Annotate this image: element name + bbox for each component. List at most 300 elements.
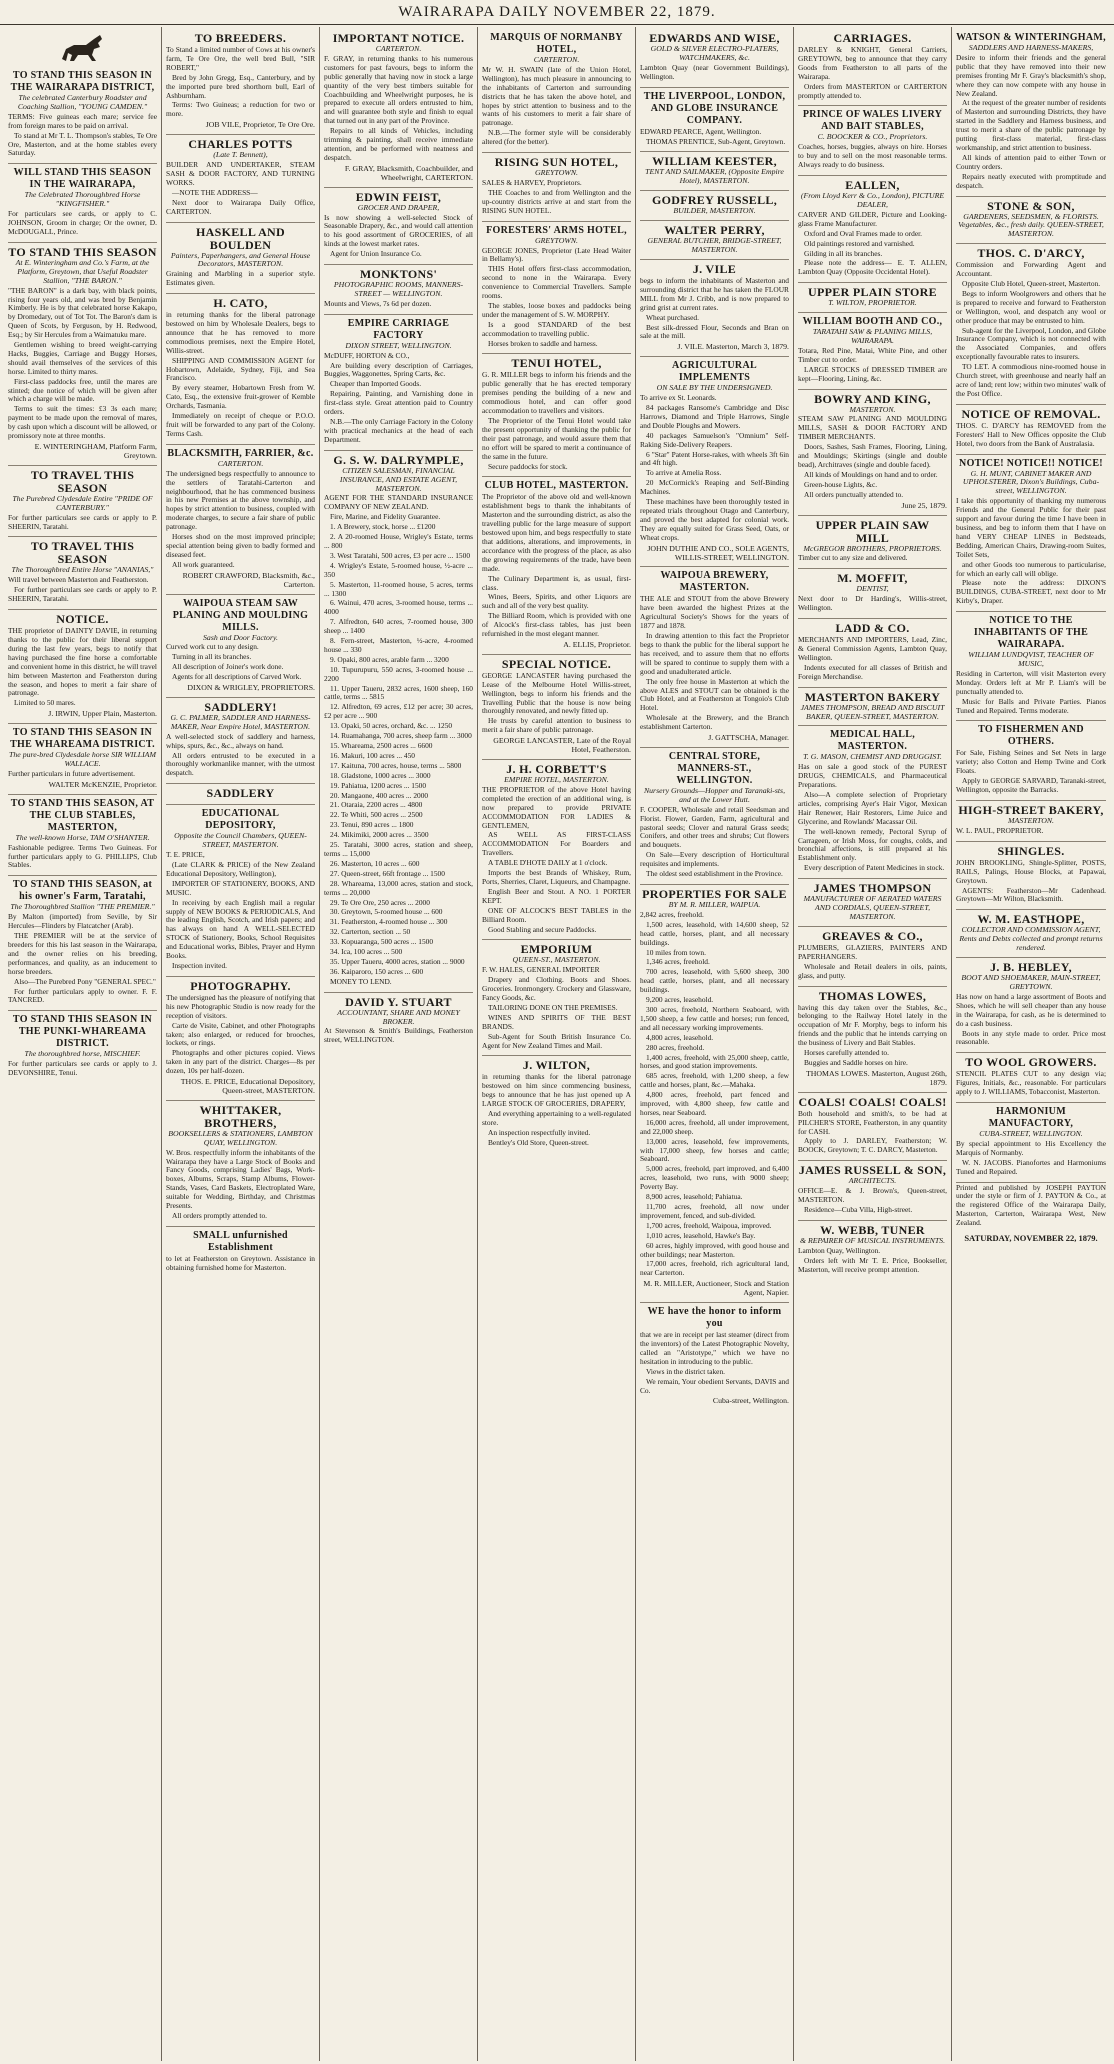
ad-paragraph: An inspection respectfully invited. (488, 1127, 591, 1137)
ad-paragraph: TO LET. A commodious nine-roomed house in Church street, with greenhouse and nearly half an acre of land; rent low; within two minutes' walk of the Post Office. (956, 362, 1106, 398)
ad-paragraph: THE ALE and STOUT from the above Brewery have been awarded the highest Prizes at the Agricultural Society's Shows for the years of 1877 and 1878. (640, 594, 789, 631)
ad-subheading: Sash and Door Factory. (203, 632, 278, 642)
ad-paragraph: 4. Wrigley's Estate, 5-roomed house, ½-acre ... 350 (324, 560, 473, 579)
ad-heading: EMPIRE CARRIAGE FACTORY (347, 317, 450, 341)
ad-heading: CLUB HOTEL, MASTERTON. (484, 480, 629, 492)
ad-heading: WAIPOUA BREWERY, MASTERTON. (660, 570, 769, 594)
ad-paragraph: 10 miles from town. (646, 947, 706, 957)
column-4 (478, 27, 636, 2061)
advertisement (482, 655, 631, 760)
ad-paragraph: To Stand a limited number of Cows at his owner's farm, Te Ore Ore, the well bred Bull, "SIR ROBERT," (166, 45, 315, 72)
ad-signature: DIXON & WRIGLEY, PROPRIETORS. (187, 683, 315, 693)
ad-paragraph: TAILORING DONE ON THE PREMISES. (488, 1002, 618, 1012)
ad-paragraph: Repairs to all kinds of Vehicles, including trimming & painting, shall receive immediate attention, and be performed with neatness and despatch. (324, 126, 473, 162)
ad-signature: F. GRAY, Blacksmith, Coachbuilder, and Wheelwright, CARTERTON. (344, 163, 473, 182)
ad-paragraph: 16. Makuri, 100 acres ... 450 (330, 750, 415, 760)
ad-paragraph: 1,010 acres, leasehold, Hawke's Bay. (646, 1230, 756, 1240)
ad-paragraph: 12. Alfredton, 69 acres, £12 per acre; 30 acres, £2 per acre ... 900 (324, 702, 473, 721)
advertisement (8, 610, 157, 724)
advertisement (8, 67, 157, 164)
ad-paragraph: GEORGE JONES, Proprietor (Late Head Waiter in Bellamy's). (482, 245, 631, 264)
ad-paragraph: Boots in any style made to order. Price most reasonable. (956, 1028, 1106, 1047)
ad-paragraph: Limited to 50 mares. (14, 698, 76, 708)
ad-subheading: The well-known Horse, TAM O'SHANTER. (15, 832, 150, 842)
ad-subheading: MASTERTON. (1008, 816, 1054, 825)
ad-paragraph: 2. A 20-roomed House, Wrigley's Estate, terms ... 800 (324, 532, 473, 550)
advertisement (798, 516, 947, 570)
ad-paragraph: Drapery and Clothing. Boots and Shoes. Groceries. Ironmongery. Crockery and Glassware, Fancy Goods, &c. (482, 975, 631, 1003)
ad-paragraph: 60 acres, highly improved, with good house and other buildings; near Masterton. (640, 1240, 789, 1259)
ad-heading: TENUI HOTEL, (511, 356, 602, 371)
ad-paragraph: EDWARD PEARCE, Agent, Wellington. (640, 126, 762, 136)
ad-paragraph: 11. Upper Taueru, 2832 acres, 1600 sheep, 160 cattle, terms ... 5815 (324, 683, 473, 702)
ad-heading: NOTICE. (56, 612, 109, 627)
ad-paragraph: CARVER AND GILDER, Picture and Looking-glass Frame Manufacturer. (798, 209, 947, 228)
ad-paragraph: Every description of Patent Medicines in stock. (804, 863, 945, 873)
ad-subheading: (Late T. Bennett), (213, 150, 268, 160)
ad-paragraph: DARLEY & KNIGHT, General Carriers, GREYTOWN, beg to announce that they carry Goods from Featherston to all parts of the Wairarapa. (798, 45, 947, 81)
ad-heading: WALTER PERRY, (664, 223, 765, 238)
advertisement (956, 958, 1106, 1053)
advertisement (8, 724, 157, 795)
issue-date: SATURDAY, NOVEMBER 22, 1879. (964, 1233, 1098, 1244)
ad-paragraph: THIS Hotel offers first-class accommodation, second to none in the Wairarapa. Every convenience to Commercial Travellers. Sample rooms. (482, 264, 631, 301)
ad-heading: EMPORIUM (520, 942, 593, 957)
ad-paragraph: Bentley's Old Store, Queen-street. (488, 1137, 589, 1147)
ad-paragraph: English Beer and Stout. A NO. 1 PORTER KEPT. (482, 886, 631, 905)
ad-paragraph: Cheaper than Imported Goods. (330, 379, 422, 389)
ad-paragraph: We remain, Your obedient Servants, DAVIS and Co. (640, 1376, 789, 1395)
ad-paragraph: 700 acres, leasehold, with 5,600 sheep, 300 head cattle, horses, plant, and all necessary buildings. (640, 967, 789, 995)
advertisement (798, 927, 947, 987)
ad-subheading: DIXON STREET, WELLINGTON. (345, 340, 452, 350)
ad-paragraph: Will travel between Masterton and Featherston. (8, 575, 149, 585)
ad-heading: JAMES THOMPSON (813, 881, 932, 896)
advertisement (8, 876, 157, 1011)
ad-heading: TO STAND THIS SEASON (8, 244, 157, 259)
ad-paragraph: All description of Joiner's work done. (172, 662, 284, 672)
ad-paragraph: 84 packages Ransome's Cambridge and Disc Harrows, Diamond and Triple Harrows, Single and Double Ploughs and Mowers. (640, 403, 789, 430)
ad-paragraph: 6 "Star" Patent Horse-rakes, with wheels 3ft 6in and 4ft high. (640, 449, 789, 468)
ad-paragraph: W. Bros. respectfully inform the inhabitants of the Wairarapa they have a Large Stock of Books and Fancy Goods, comprising Ladies' Bags, Work-boxes, Albums, Scraps, Stamp Albums, Flower-Stands, Vases, Card Baskets, Electroplated Ware, suitable for Wedding, Birthday, and Christmas Presents. (166, 1147, 315, 1211)
advertisement (798, 29, 947, 106)
ad-paragraph: Imports the best Brands of Whiskey, Rum, Ports, Sherries, Claret, Liqueurs, and Champagne. (482, 868, 631, 886)
ad-paragraph: AGENTS: Featherston—Mr Cadenhead. Greytown—Mr Wilton, Blacksmith. (956, 885, 1106, 904)
ad-paragraph: Indents executed for all classes of British and Foreign Merchandise. (798, 662, 947, 681)
ad-paragraph: 26. Masterton, 10 acres ... 600 (330, 858, 420, 868)
ad-paragraph: Curved work cut to any design. (166, 642, 259, 652)
ad-heading: TO TRAVEL THIS SEASON (30, 539, 135, 567)
ad-paragraph: Views in the district taken. (646, 1366, 725, 1376)
advertisement (956, 197, 1106, 245)
advertisement (8, 466, 157, 538)
advertisement (324, 265, 473, 315)
ad-paragraph: Sub-Agent for South British Insurance Co. Agent for New Zealand Times and Mail. (482, 1031, 631, 1050)
ad-heading: EDWARDS AND WISE, (649, 31, 780, 45)
ad-subheading: GREYTOWN. (535, 235, 578, 245)
advertisement (640, 1303, 789, 1410)
ad-paragraph: N.B.—The former style will be considerably altered (for the better). (482, 128, 631, 147)
ad-heading: SHINGLES. (997, 843, 1065, 858)
ad-signature: J. VILE. Masterton, March 3, 1879. (677, 342, 789, 352)
ad-heading: J. WILTON, (522, 1058, 591, 1073)
ad-paragraph: 685 acres, freehold, with 1,200 sheep, a few cattle and horses, plant, &c.—Mahaka. (640, 1071, 789, 1090)
ad-paragraph: ONE OF ALCOCK'S BEST TABLES in the Billiard Room. (482, 905, 631, 924)
imprint: Printed and published by JOSEPH PAYTON under the style or firm of J. PAYTON & Co., at the registered Office of the Wairarapa Daily, Masterton, Carterton, Wairarapa West, New Zealand. (956, 1182, 1106, 1228)
ad-paragraph: Residing in Carterton, will visit Masterton every Monday. Orders left at Mr P. Liam's will be punctually attended to. (956, 668, 1106, 696)
ad-paragraph: 35. Upper Taueru, 4000 acres, station ... 9000 (330, 956, 465, 966)
advertisement (798, 688, 947, 727)
ad-paragraph: Wheat purchased. (646, 312, 699, 322)
ad-paragraph: 4,800 acres, leasehold. (646, 1032, 714, 1042)
ad-paragraph: Coaches, horses, buggies, always on hire. Horses to buy and to sell on the most reasonable terms. Always ready to do business. (798, 142, 947, 170)
ad-subheading: CARTERTON. (533, 55, 580, 64)
ad-paragraph: 22. Te Whiti, 500 acres ... 2500 (330, 810, 423, 820)
ad-paragraph: Bred by John Gregg, Esq., Canterbury, and by the imported pure bred shorthorn bull, Earl of Ashburnham. (166, 72, 315, 100)
ad-paragraph: The Billiard Room, which is provided with one of Alcock's first-class tables, has just been refurnished in the most elegant manner. (482, 611, 631, 639)
ad-paragraph: For Sale, Fishing Seines and Set Nets in large variety; also Cotton and Hemp Twine and Cork Floats. (956, 748, 1106, 776)
ad-paragraph: 15. Whareama, 2500 acres ... 6600 (330, 741, 433, 750)
ad-paragraph: Horses broken to saddle and harness. (488, 338, 598, 348)
ad-paragraph: Has now on hand a large assortment of Boots and Shoes, which he will sell cheaper than any house in the Wairarapa, for cash, as he is determined to do a cash business. (956, 991, 1106, 1028)
advertisement (166, 698, 315, 784)
advertisement (166, 1101, 315, 1227)
ad-subheading: CITIZEN SALESMAN, FINANCIAL INSURANCE, AND ESTATE AGENT, MASTERTON. (339, 465, 458, 493)
ad-subheading: Opposite the Council Chambers, QUEEN-STREET, MASTERTON. (174, 831, 307, 850)
ad-paragraph: 5. Masterton, 11-roomed house, 5 acres, terms ... 1300 (324, 579, 473, 598)
ad-paragraph: Wines, Beers, Spirits, and other Liquors are such and all of the very best quality. (482, 592, 631, 611)
ad-paragraph: "THE BARON" is a dark bay, with black points, rising four years old, and was bred by Benjamin Kimberly. He is by that celebrated horse Kakapo, by Dromedary, out of Tot Tot. The Baron's dam is Queen of Scots, by Ferguson, by H. Redwood, Esq.; by Sir Hercules from a Waimatuku mare. (8, 285, 157, 340)
ad-paragraph: The only free house in Masterton at which the above ALES and STOUT can be obtained is the Club Hotel, and at Featherston at Tongoio's Club Hotel. (640, 676, 789, 713)
ad-paragraph: All kinds of attention paid to either Town or Country orders. (956, 152, 1106, 171)
advertisement (956, 244, 1106, 405)
ad-paragraph: Next door to Dr Harding's, Willis-street, Wellington. (798, 594, 947, 613)
advertisement (482, 153, 631, 222)
ad-heading: HIGH-STREET BAKERY, (958, 803, 1104, 817)
ad-heading: GODFREY RUSSELL, (651, 193, 778, 208)
ad-paragraph: 17,000 acres, freehold, rich agricultural land, near Carterton. (640, 1259, 789, 1278)
ad-subheading: ACCOUNTANT, SHARE AND MONEY BROKER. (337, 1007, 460, 1026)
ad-paragraph: These machines have been thoroughly tested in repeated trials throughout Otago and Canterbury, and proved the best adapted for colonial work. They are equally suited for Grass Seed, Oats, or Wheat crops. (640, 497, 789, 542)
column-6 (794, 27, 952, 2061)
ad-heading: TO STAND THIS SEASON IN THE WHAREAMA DISTRICT. (10, 727, 155, 751)
ad-paragraph: STEAM SAW PLANING AND MOULDING MILLS, SASH & DOOR FACTORY AND TIMBER MERCHANTS. (798, 414, 947, 442)
ad-paragraph: Wholesale at the Brewery, and the Branch establishment Carterton. (640, 713, 789, 732)
ad-paragraph: Next door to Wairarapa Daily Office, CARTERTON. (166, 197, 315, 216)
advertisement (956, 455, 1106, 613)
ad-paragraph: To arrive at Amelia Ross. (646, 468, 722, 478)
ad-paragraph: The well-known remedy, Pectoral Syrup of Carrageen, or Irish Moss, for coughs, colds, and bronchial affections, is still prepared at his Establishment only. (798, 826, 947, 863)
ad-paragraph: The undersigned has the pleasure of notifying that his new Photographic Studio is now ready for the reception of visitors. (166, 992, 315, 1020)
ad-heading: HARMONIUM MANUFACTORY, (988, 1106, 1074, 1130)
ad-subheading: BUILDER, MASTERTON. (673, 206, 756, 216)
ad-paragraph: All orders entrusted to be executed in a thoroughly workmanlike manner, with the utmost despatch. (166, 750, 315, 778)
ad-heading: H. CATO, (213, 296, 268, 311)
ad-paragraph: Begs to inform Woolgrowers and others that he is prepared to receive and forward to Featherston or Wellington, wool, and despatch any wool or other produce that may be entrusted to him. (956, 288, 1106, 325)
ad-subheading: GOLD & SILVER ELECTRO-PLATERS, WATCHMAKERS, &c. (650, 44, 779, 62)
ad-paragraph: W. L. PAUL, PROPRIETOR. (956, 825, 1044, 835)
ad-paragraph: Doors, Sashes, Sash Frames, Flooring, Lining, and Mouldings; Skirtings (single and double bead), Architraves (single and double faced). (798, 442, 947, 469)
ad-subheading: DENTIST, (856, 584, 889, 594)
ad-paragraph: 18. Gladstone, 1000 acres ... 3000 (330, 770, 431, 780)
ad-paragraph: For particulars see cards, or apply to C. JOHNSON, Groom in charge; Or the owner, D. McDOUGALL, Prince. (8, 209, 157, 236)
advertisement (482, 1056, 631, 1152)
ad-paragraph: 8,900 acres, leasehold; Pahiatua. (646, 1192, 743, 1202)
ad-heading: J. H. CORBETT'S (506, 762, 607, 776)
ad-subheading: MASTERTON. (849, 404, 896, 414)
ad-paragraph: 9,200 acres, leasehold. (646, 995, 714, 1005)
ad-paragraph: On Sale—Every description of Horticultural requisites and implements. (640, 850, 789, 869)
advertisement (640, 885, 789, 1303)
ad-heading: NOTICE! NOTICE!! NOTICE! (959, 457, 1103, 469)
ad-paragraph: 17. Kaituna, 700 acres, house, terms ... 5800 (330, 760, 462, 770)
ad-paragraph: LARGE STOCKS of DRESSED TIMBER are kept—Flooring, Lining, &c. (798, 364, 947, 383)
ad-paragraph: 1,700 acres, freehold, Waipoua, improved. (646, 1220, 772, 1230)
ad-paragraph: Old paintings restored and varnished. (804, 238, 915, 248)
ad-subheading: CUBA-STREET, WELLINGTON. (979, 1129, 1083, 1139)
advertisement (640, 567, 789, 748)
advertisement (956, 842, 1106, 911)
ad-paragraph: to let at Featherston on Greytown. Assistance in obtaining furnished home for Masterton. (166, 1253, 315, 1272)
ad-paragraph: All orders punctually attended to. (804, 489, 904, 499)
ad-subheading: McGREGOR BROTHERS, PROPRIETORS. (803, 543, 942, 553)
ad-paragraph: Agent for Union Insurance Co. (330, 249, 422, 259)
ad-heading: THOS. C. D'ARCY, (977, 246, 1085, 261)
ad-heading: CARRIAGES. (833, 31, 912, 45)
ad-heading: G. S. W. DALRYMPLE, (333, 452, 464, 467)
ad-subheading: ON SALE BY THE UNDERSIGNED. (656, 383, 773, 393)
advertisement (8, 537, 157, 610)
ad-paragraph: in returning thanks for the liberal patronage bestowed on him by Wholesale Dealers, begs to announce that he has removed to more commodious premises, next the Empire Hotel, Willis-street. (166, 310, 315, 355)
ad-paragraph: A TABLE D'HOTE DAILY at 1 o'clock. (488, 858, 608, 868)
ad-paragraph: Has on sale a good stock of the PUREST DRUGS, CHEMICALS, and Pharmaceutical Preparations. (798, 762, 947, 790)
ad-subheading: & REPAIRER OF MUSICAL INSTRUMENTS. (799, 1235, 946, 1245)
ad-paragraph: T. E. PRICE, (166, 850, 205, 860)
advertisement (166, 223, 315, 295)
ad-heading: TO STAND THIS SEASON IN THE PUNKI-WHAREAMA DISTRICT. (12, 1014, 153, 1050)
advertisement (640, 152, 789, 191)
ad-heading: GREAVES & CO., (822, 928, 923, 943)
advertisement (956, 405, 1106, 455)
ad-heading: MARQUIS OF NORMANBY HOTEL, (490, 32, 623, 55)
ad-subheading: EMPIRE HOTEL, MASTERTON. (504, 775, 609, 784)
ad-paragraph: Sub-agent for the Liverpool, London, and Globe Insurance Company, which is not connected with the Associated Companies, and offers exceptionally favourable rates to insurers. (956, 325, 1106, 362)
ad-paragraph: THE Coaches to and from Wellington and the up-country districts arrive at and start from the RISING SUN HOTEL. (482, 187, 631, 215)
ad-subheading: The Thoroughbred Entire Horse "ANANIAS," (11, 565, 154, 575)
advertisement (166, 784, 315, 805)
ad-paragraph: —NOTE THE ADDRESS— (172, 187, 258, 197)
ad-paragraph: By special appointment to His Excellency the Marquis of Normanby. (956, 1138, 1106, 1157)
ad-heading: WATSON & WINTERINGHAM, (956, 32, 1106, 43)
column-3 (320, 27, 478, 2061)
ad-heading: PRINCE OF WALES LIVERY AND BAIT STABLES, (802, 109, 943, 133)
ad-heading: NOTICE TO THE INHABITANTS OF THE WAIRARAPA. (973, 615, 1089, 651)
advertisement (956, 29, 1106, 197)
ad-paragraph: Please note the address— E. T. ALLEN, Lambton Quay (Opposite Occidental Hotel). (798, 258, 947, 277)
ad-paragraph: In drawing attention to this fact the Proprietor begs to thank the public for the liberal support he has received, and to assure them that no efforts will be spared to continue to supply them with a good and unadulterated article. (640, 631, 789, 676)
ad-paragraph: F. COOPER, Wholesale and retail Seedsman and Florist. Flower, Garden, Farm, agricultural and pastoral seeds; Clover and natural Grass seeds; Conifers, and other trees and shrubs; Cut flowers and bouquets. (640, 804, 789, 850)
ad-paragraph: Horses carefully attended to. (804, 1048, 889, 1058)
ad-paragraph: Carte de Visite, Cabinet, and other Photographs taken; also enlarged, or reduced for brooches, lockets, or rings. (166, 1020, 315, 1048)
ad-paragraph: At Stevenson & Smith's Buildings, Featherston street, WELLINGTON. (324, 1026, 473, 1045)
ad-heading: W. WEBB, TUNER (820, 1222, 925, 1237)
ad-paragraph: Terms to suit the times: £3 3s each mare; payment to be made upon the removal of mares, by cash upon which a discount will be allowed, or promissory note at three months. (8, 404, 157, 441)
advertisement (798, 390, 947, 516)
ad-heading: SMALL unfurnished Establishment (193, 1229, 288, 1253)
ad-paragraph: 40 packages Samuelson's "Omnium" Self-Raking Side-Delivery Reapers. (640, 430, 789, 449)
ad-paragraph: 280 acres, freehold. (646, 1042, 705, 1052)
ad-paragraph: JOHN BROOKLING, Shingle-Splitter, POSTS, RAILS, Palings, House Blocks, at Papawai, Greytown. (956, 857, 1106, 885)
ad-heading: MEDICAL HALL, MASTERTON. (829, 729, 916, 753)
advertisement (640, 191, 789, 221)
advertisement (640, 88, 789, 153)
advertisement (482, 477, 631, 654)
ad-paragraph: All work guaranteed. (172, 559, 235, 569)
advertisement (8, 1011, 157, 1083)
ad-paragraph: that we are in receipt per last steamer (direct from the inventors) of the Latest Photographic Novelty, called an "Aristotype," which we have no hesitation in introducing to the public. (640, 1330, 789, 1366)
ad-paragraph: 33. Kopuaranga, 500 acres ... 1500 (330, 937, 434, 947)
ad-paragraph: F. W. HALES, GENERAL IMPORTER (482, 965, 600, 975)
advertisement (798, 176, 947, 283)
ad-subheading: CARTERTON. (217, 458, 264, 468)
ad-paragraph: AS WELL AS FIRST-CLASS ACCOMMODATION For Boarders and Travellers. (482, 830, 631, 858)
ad-paragraph: STENCIL PLATES CUT to any design via; Figures, Initials, &c., reasonable. For particulars apply to J. WILLIAMS, Tobacconist, Masterton. (956, 1069, 1106, 1097)
column-2 (162, 27, 320, 2061)
ad-subheading: WILLIAM LUNDQVIST, TEACHER OF MUSIC, (968, 650, 1094, 669)
ad-paragraph: 3. West Taratahi, 500 acres, £3 per acre ... 1500 (330, 550, 471, 560)
advertisement (8, 243, 157, 466)
column-grid (4, 27, 1110, 2061)
ad-paragraph: The Culinary Department is, as usual, first-class. (482, 573, 631, 592)
ad-subheading: GARDENERS, SEEDSMEN, & FLORISTS. Vegetables, &c., fresh daily. QUEEN-STREET, MASTERTON. (958, 211, 1104, 239)
advertisement (956, 1103, 1106, 1183)
advertisement (798, 106, 947, 176)
ad-paragraph: 1. A Brewery, stock, horse ... £1200 (330, 522, 436, 532)
ad-paragraph: 19. Pahiatua, 1200 acres ... 1500 (330, 780, 427, 790)
ad-paragraph: Graining and Marbling in a superior style. Estimates given. (166, 269, 315, 288)
ad-heading: TO STAND THIS SEASON, AT THE CLUB STABLES, MASTERTON, (10, 797, 155, 833)
ad-subheading: The celebrated Canterbury Roadster and Coaching Stallion, "YOUNG CAMDEN." (17, 93, 148, 111)
ad-heading: AGRICULTURAL IMPLEMENTS (672, 360, 757, 384)
ad-paragraph: having this day taken over the Stables, &c., belonging to the Railway Hotel lately in the occupation of Mr F. Morphy, begs to inform his friends and the public that he intends carrying on the business of Livery and Bait Stables. (798, 1002, 947, 1048)
advertisement (8, 164, 157, 243)
ad-paragraph: 20. Mangaone, 400 acres ... 2000 (330, 790, 429, 800)
advertisement (798, 726, 947, 879)
ad-paragraph: 25. Taratahi, 3000 acres, station and sheep, terms ... 15,000 (324, 840, 473, 858)
ad-subheading: GREYTOWN. (535, 168, 578, 178)
ad-paragraph: 32. Carterton, section ... 50 (330, 927, 411, 937)
advertisement (324, 993, 473, 1051)
column-1 (4, 27, 162, 2061)
advertisement (324, 29, 473, 188)
ad-heading: STONE & SON, (987, 198, 1075, 213)
ad-paragraph: Residence—Cuba Villa, High-street. (804, 1204, 913, 1214)
ad-paragraph: SHIPPING AND COMMISSION AGENT for Hobartown, Adelaide, Sydney, Fiji, and Sea Francisco. (166, 355, 315, 383)
advertisement (956, 801, 1106, 842)
advertisement (956, 1053, 1106, 1103)
ad-paragraph: 29. Te Ore Ore, 250 acres ... 2000 (330, 897, 430, 907)
ad-paragraph: 23. Tenui, 890 acres ... 1800 (330, 820, 414, 830)
ad-paragraph: I take this opportunity of thanking my numerous Friends and the General Public for their past support and favour during the time I have been in business, and beg to inform them that I have on hand VERY CHEAP LINES in Bedsteads, Bedding, American Chairs, Drawing-room Suites, Toilet Sets, (956, 496, 1106, 559)
ad-heading: CHARLES POTTS (188, 137, 293, 152)
ad-subheading: T. G. MASON, CHEMIST AND DRUGGIST. (803, 752, 942, 762)
advertisement (798, 283, 947, 313)
ad-paragraph: AGENT FOR THE STANDARD INSURANCE COMPANY OF NEW ZEALAND. (324, 493, 473, 512)
ad-paragraph: 21. Otaraia, 2200 acres ... 4800 (330, 800, 423, 810)
ad-subheading: MANUFACTURER OF AERATED WATERS AND CORDIALS, QUEEN-STREET, MASTERTON. (803, 894, 942, 921)
advertisement (482, 29, 631, 153)
ad-subheading: TENT AND SAILMAKER, (Opposite Empire Hotel), MASTERTON. (645, 167, 784, 186)
ad-signature: E. WINTERINGHAM, Platform Farm, Greytown. (34, 442, 157, 460)
ad-heading: TO BREEDERS. (194, 31, 287, 45)
ad-paragraph: Terms: Two Guineas; a reduction for two or more. (166, 100, 315, 119)
column-5 (636, 27, 794, 2061)
advertisement (324, 315, 473, 451)
ad-paragraph: Totara, Red Pine, Matai, White Pine, and other Timber cut to order. (798, 345, 947, 364)
ad-heading: WILLIAM BOOTH AND CO., (802, 316, 943, 328)
ad-subheading: COLLECTOR AND COMMISSION AGENT, Rents and Debts collected and prompt returns rendered. (959, 925, 1103, 953)
ad-subheading: BOOT AND SHOEMAKER, MAIN-STREET, GREYTOWN. (961, 973, 1101, 991)
ad-paragraph: 5,000 acres, freehold, part improved, and 6,400 acres, leasehold, two runs, with 9000 sheep; Poverty Bay. (640, 1164, 789, 1192)
ad-paragraph: Also—The Purebred Pony "GENERAL SPEC." (14, 976, 156, 986)
ad-paragraph: The undersigned begs respectfully to announce to the settlers of Taratahi-Carterton and neighbourhood, that he has commenced business in his new Premises at the above township, and hopes by strict attention to business, coupled with moderate charges, to secure a fair share of public patronage. (166, 468, 315, 532)
ad-paragraph: Lambton Quay, Wellington. (798, 1245, 881, 1255)
ad-paragraph: W. N. JACOBS. Pianofortes and Harmoniums Tuned and Repaired. (956, 1157, 1106, 1176)
ad-paragraph: Commission and Forwarding Agent and Accountant. (956, 260, 1106, 279)
advertisement (798, 1221, 947, 1280)
ad-paragraph: A well-selected stock of saddlery and harness, whips, spurs, &c., &c., always on hand. (166, 731, 315, 750)
advertisement (166, 445, 315, 595)
ad-heading: TO FISHERMEN AND OTHERS. (978, 724, 1084, 748)
ad-paragraph: BUILDER AND UNDERTAKER, STEAM SASH & DOOR FACTORY, AND TURNING WORKS. (166, 160, 315, 187)
ad-subheading: BOOKSELLERS & STATIONERS, LAMBTON QUAY, WELLINGTON. (168, 1128, 313, 1147)
advertisement (166, 805, 315, 977)
ad-heading: SADDLERY! (204, 699, 277, 714)
ad-paragraph: At the request of the greater number of residents of Masterton and surrounding Districts, they have started in the Saddlery and Harness business, and trust to merit a share of the public patronage by putting first-class material, first-class workmanship, and strict attention to business. (956, 98, 1106, 152)
ad-paragraph: THE PROPRIETOR of the above Hotel having completed the erection of an additional wing, is now prepared to provide PRIVATE ACCOMMODATION FOR LADIES & GENTLEMEN, (482, 784, 631, 830)
ad-paragraph: In receiving by each English mail a regular supply of NEW BOOKS & PERIODICALS, And the leading English, Scotch, and Irish papers; and has always on hand A WELL-SELECTED STOCK of Stationery, Books, School Requisites and Educational works, Bibles, Prayer and Hymn Books. (166, 897, 315, 961)
ad-heading: EALLEN, (845, 178, 900, 193)
ad-subheading: Painters, Paperhangers, and General House Decorators, MASTERTON. (170, 250, 311, 269)
ad-paragraph: 8. Fern-street, Masterton, ½-acre, 4-roomed house ... 330 (324, 636, 473, 654)
ad-heading: HASKELL AND BOULDEN (196, 224, 285, 252)
ad-paragraph: Please note the address: DIXON'S BUILDINGS, CUBA-STREET, next door to Mr Kirby's, Draper. (956, 578, 1106, 606)
ad-heading: IMPORTANT NOTICE. (332, 31, 465, 45)
ad-heading: PROPERTIES FOR SALE (642, 887, 787, 901)
advertisement (798, 879, 947, 927)
ad-paragraph: OFFICE—E. & J. Brown's, Queen-street, MASTERTON. (798, 1186, 947, 1205)
ad-paragraph: in returning thanks for the liberal patronage bestowed on him since commencing business, begs to announce that he has just opened up A LARGE STOCK OF GROCERIES, DRAPERY, (482, 1072, 631, 1109)
ad-paragraph: Repairs neatly executed with promptitude and despatch. (956, 171, 1106, 190)
ad-paragraph: 14. Ruamahanga, 700 acres, sheep farm ... 3000 (330, 731, 472, 741)
ad-paragraph: begs to inform the inhabitants of Masterton and surrounding district that he has taken the FLOUR MILL from Mr J. Cribb, and is now prepared to grind grist at current rates. (640, 275, 789, 312)
ad-paragraph: Gilding in all its branches. (804, 248, 883, 258)
ad-heading: MONKTONS' (359, 267, 438, 282)
ad-subheading: Nursery Grounds—Hopper and Taranaki-sts, and at the Lower Hutt. (643, 785, 786, 804)
ad-heading: RISING SUN HOTEL, (494, 155, 619, 170)
ad-subheading: JAMES THOMPSON, BREAD AND BISCUIT BAKER, QUEEN-STREET, MASTERTON. (800, 702, 945, 721)
ad-subheading: (From Lloyd Kerr & Co., London), PICTURE DEALER, (800, 191, 945, 209)
ad-paragraph: Lambton Quay (near Government Buildings), Wellington. (640, 62, 789, 81)
advertisement (640, 260, 789, 357)
ad-paragraph: 30. Greytown, 5-roomed house ... 600 (330, 907, 443, 917)
ad-paragraph: Are building every description of Carriages, Buggies, Waggonettes, Spring Carts, &c. (324, 360, 473, 379)
ad-paragraph: McDUFF, HORTON & CO., (324, 350, 410, 360)
ad-heading: DAVID Y. STUART (345, 994, 452, 1009)
advertisement (166, 294, 315, 445)
ad-paragraph: Desire to inform their friends and the general public that they have removed into their new premises fronting Mr F. Gray's blacksmith's shop, where they can now compete with any house in New Zealand. (956, 52, 1106, 98)
ad-paragraph: All kinds of Mouldings on hand and to order. (804, 469, 938, 479)
